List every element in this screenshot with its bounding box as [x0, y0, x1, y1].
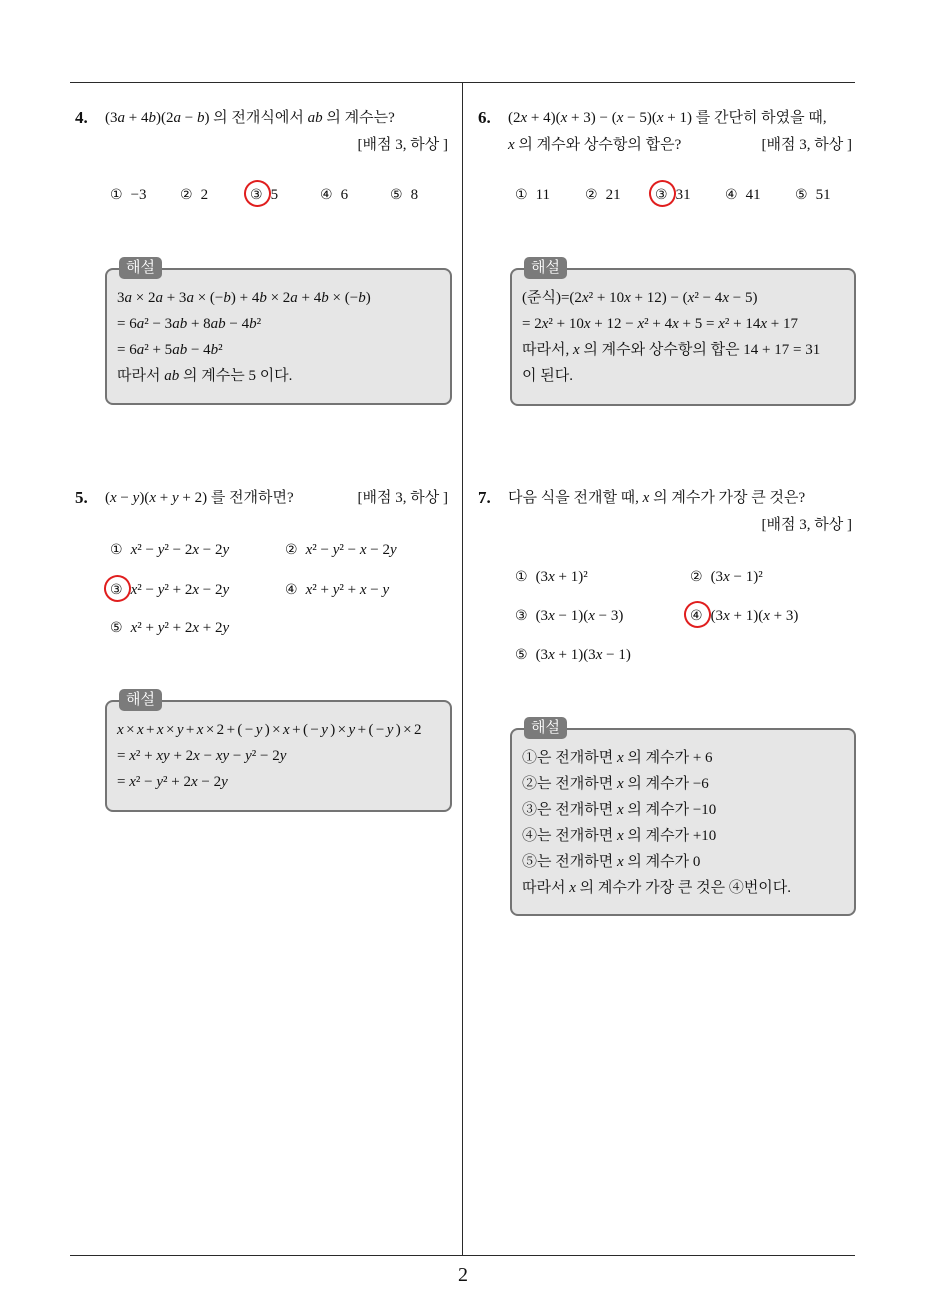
choice-number: ① [110, 542, 123, 558]
choice-text: x² − y² − 2x − 2y [130, 542, 230, 558]
solution-line: 이 된다. [522, 368, 573, 384]
solution-label: 해설 [524, 717, 567, 739]
choice-number: ⑤ [515, 647, 528, 663]
answer-circle-mark [680, 597, 715, 632]
choice-number: ② [690, 569, 703, 585]
choice-1 [515, 185, 550, 205]
score-label: [배점 3, 하상 ] [761, 517, 852, 533]
choice-5 [110, 618, 229, 638]
solution-label: 해설 [119, 689, 162, 711]
answer-circle-mark [240, 176, 275, 211]
choice-number: ④ [725, 187, 738, 203]
choice-number: ③ [515, 608, 528, 624]
problem-number: 4. [75, 108, 88, 127]
choice-text: −3 [130, 187, 147, 203]
choice-text: 51 [815, 187, 831, 203]
choice-text: x² − y² − x − 2y [305, 542, 397, 558]
choice-number: ③ [250, 187, 263, 203]
choice-1 [515, 567, 588, 587]
choice-number: ④ [320, 187, 333, 203]
choice-text: 31 [675, 187, 691, 203]
score-label: [배점 3, 하상 ] [357, 490, 448, 506]
solution-line: ⑤는 전개하면 x 의 계수가 0 [522, 854, 701, 870]
solution-line: = 2x² + 10x + 12 − x² + 4x + 5 = x² + 14x + 17 [522, 316, 798, 332]
choice-text: (3x + 1)(x + 3) [710, 608, 799, 624]
choice-2 [690, 567, 763, 587]
problem-number: 7. [478, 488, 491, 507]
choice-number: ① [110, 187, 123, 203]
question-text: (x − y)(x + y + 2) 를 전개하면? [105, 490, 294, 506]
choice-number: ② [180, 187, 193, 203]
choice-5 [795, 185, 831, 205]
choice-number: ③ [110, 582, 123, 598]
answer-circle-mark [100, 571, 135, 606]
question-text-line-1: (2x + 4)(x + 3) − (x − 5)(x + 1) 를 간단히 하였을 때, [508, 110, 827, 126]
solution-line: ③은 전개하면 x 의 계수가 −10 [522, 802, 717, 818]
bottom-rule [70, 1255, 855, 1256]
choice-number: ⑤ [390, 187, 403, 203]
solution-label: 해설 [524, 257, 567, 279]
choice-number: ④ [690, 608, 703, 624]
choice-number: ① [515, 569, 528, 585]
choice-4 [320, 185, 348, 205]
choice-text: 11 [535, 187, 551, 203]
choice-5 [515, 645, 631, 665]
question-text: (3a + 4b)(2a − b) 의 전개식에서 ab 의 계수는? [105, 110, 395, 126]
choice-4 [285, 580, 389, 600]
choice-number: ② [585, 187, 598, 203]
question-text: 다음 식을 전개할 때, x 의 계수가 가장 큰 것은? [508, 490, 806, 506]
choice-text: 2 [200, 187, 209, 203]
choice-text: x² + y² + 2x + 2y [130, 620, 230, 636]
solution-line: (준식)=(2x² + 10x + 12) − (x² − 4x − 5) [522, 290, 758, 306]
solution-line: ④는 전개하면 x 의 계수가 +10 [522, 828, 717, 844]
choice-2 [180, 185, 208, 205]
page-number: 2 [458, 1264, 468, 1286]
choice-text: 6 [340, 187, 349, 203]
question-text-line-2: x 의 계수와 상수항의 합은? [508, 137, 682, 153]
solution-line: 따라서, x 의 계수와 상수항의 합은 14 + 17 = 31 [522, 342, 821, 358]
solution-line: = x² − y² + 2x − 2y [117, 774, 228, 790]
choice-text: x² − y² + 2x − 2y [130, 582, 230, 598]
solution-line: 따라서 x 의 계수가 가장 큰 것은 ④번이다. [522, 880, 792, 896]
choice-text: (3x + 1)² [535, 569, 588, 585]
solution-box [510, 260, 856, 406]
choice-3 [655, 185, 691, 205]
answer-circle-mark [645, 176, 680, 211]
choice-text: 5 [270, 187, 279, 203]
choice-5 [390, 185, 418, 205]
choice-number: ② [285, 542, 298, 558]
solution-line: 따라서 ab 의 계수는 5 이다. [117, 368, 293, 384]
solution-box [105, 692, 452, 812]
choice-number: ⑤ [795, 187, 808, 203]
column-divider [462, 82, 463, 1255]
choice-text: 41 [745, 187, 761, 203]
choice-number: ③ [655, 187, 668, 203]
solution-box [105, 260, 452, 405]
solution-line: ①은 전개하면 x 의 계수가 + 6 [522, 750, 713, 766]
choice-number: ⑤ [110, 620, 123, 636]
choice-number: ④ [285, 582, 298, 598]
score-label: [배점 3, 하상 ] [357, 137, 448, 153]
choice-3 [110, 580, 229, 600]
problem-number: 6. [478, 108, 491, 127]
solution-line: 3a × 2a + 3a × (−b) + 4b × 2a + 4b × (−b) [117, 290, 371, 306]
solution-line: = 6a² + 5ab − 4b² [117, 342, 223, 358]
score-label: [배점 3, 하상 ] [761, 137, 852, 153]
solution-line: ②는 전개하면 x 의 계수가 −6 [522, 776, 709, 792]
solution-line: = x² + xy + 2x − xy − y² − 2y [117, 748, 287, 764]
choice-4 [725, 185, 761, 205]
choice-3 [250, 185, 278, 205]
solution-line: = 6a² − 3ab + 8ab − 4b² [117, 316, 262, 332]
choice-2 [585, 185, 621, 205]
choice-text: 8 [410, 187, 419, 203]
choice-3 [515, 606, 623, 626]
choice-number: ① [515, 187, 528, 203]
solution-label: 해설 [119, 257, 162, 279]
problem-number: 5. [75, 488, 88, 507]
choice-text: (3x − 1)(x − 3) [535, 608, 624, 624]
solution-line: x×x+x×y+x×2+(−y)×x+(−y)×y+(−y)×2 [117, 722, 424, 738]
choice-text: (3x − 1)² [710, 569, 763, 585]
solution-box [510, 720, 856, 916]
choice-1 [110, 540, 229, 560]
choice-2 [285, 540, 397, 560]
choice-text: (3x + 1)(3x − 1) [535, 647, 631, 663]
choice-1 [110, 185, 147, 205]
choice-text: x² + y² + x − y [305, 582, 390, 598]
choice-text: 21 [605, 187, 621, 203]
choice-4 [690, 606, 798, 626]
